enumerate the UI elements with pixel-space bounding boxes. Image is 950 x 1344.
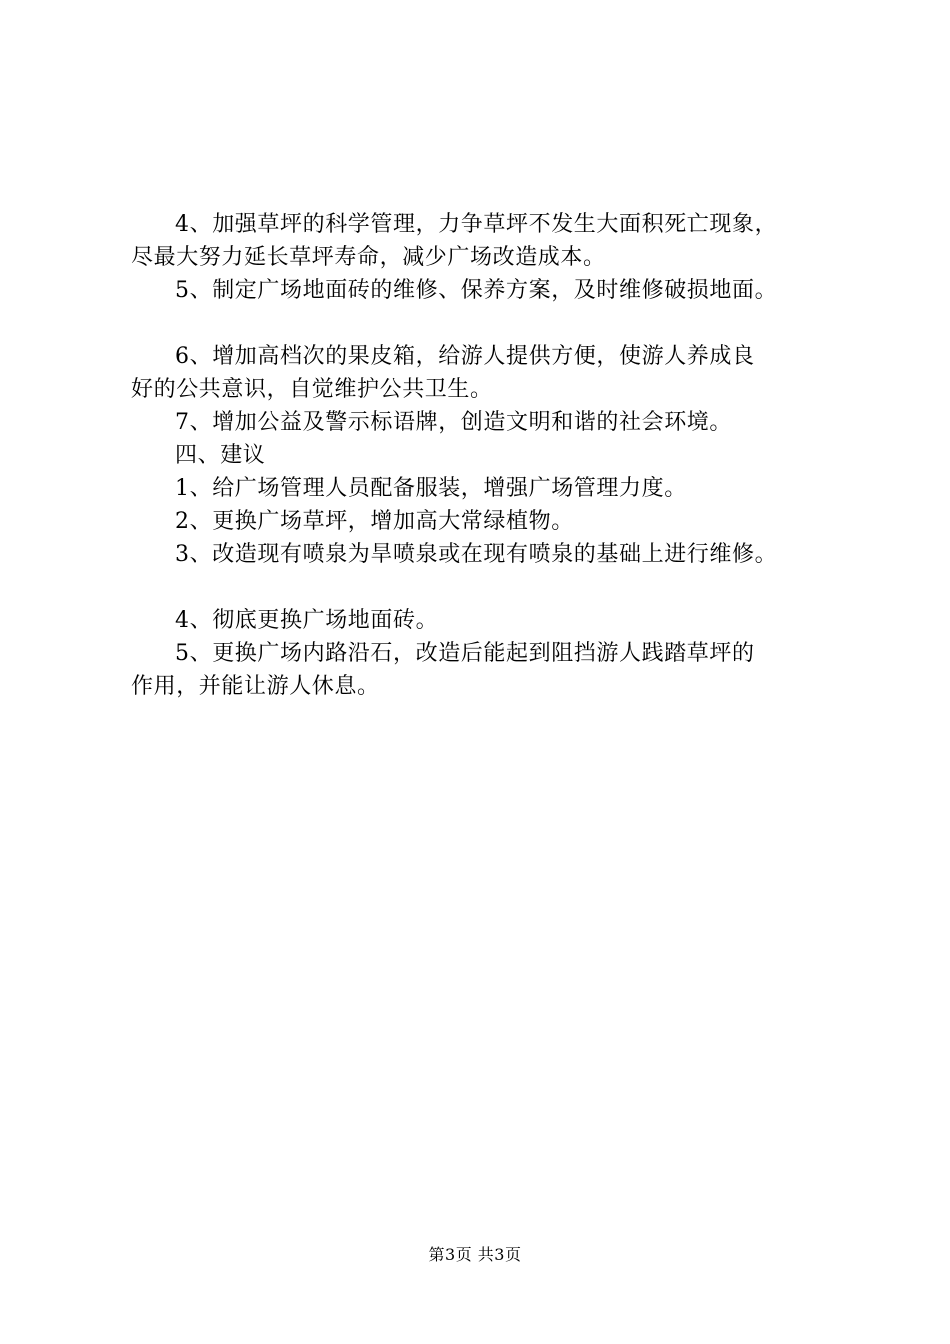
paragraph-line: 作用，并能让游人休息。 (131, 674, 380, 699)
paragraph-gap (131, 571, 871, 604)
paragraph-line: 5、制定广场地面砖的维修、保养方案，及时维修破损地面。 (175, 278, 778, 303)
paragraph-line: 尽最大努力延长草坪寿命，减少广场改造成本。 (131, 245, 606, 270)
paragraph-line: 好的公共意识，自觉维护公共卫生。 (131, 377, 493, 402)
paragraph-line: 1、给广场管理人员配备服装，增强广场管理力度。 (175, 476, 687, 501)
paragraph-line: 6、增加高档次的果皮箱，给游人提供方便，使游人养成良 (175, 344, 755, 369)
paragraph-line: 4、加强草坪的科学管理，力争草坪不发生大面积死亡现象， (175, 212, 778, 237)
section-heading: 四、建议 (175, 443, 266, 468)
paragraph-line: 5、更换广场内路沿石，改造后能起到阻挡游人践踏草坪的 (175, 641, 755, 666)
page-footer: 第3页 共3页 (428, 1245, 522, 1264)
paragraph-gap (131, 307, 871, 340)
paragraph-line: 3、改造现有喷泉为旱喷泉或在现有喷泉的基础上进行维修。 (175, 542, 778, 567)
document-body (131, 208, 871, 703)
paragraph-line: 2、更换广场草坪，增加高大常绿植物。 (175, 509, 574, 534)
paragraph-line: 4、彻底更换广场地面砖。 (175, 608, 439, 633)
paragraph-line: 7、增加公益及警示标语牌，创造文明和谐的社会环境。 (175, 410, 732, 435)
